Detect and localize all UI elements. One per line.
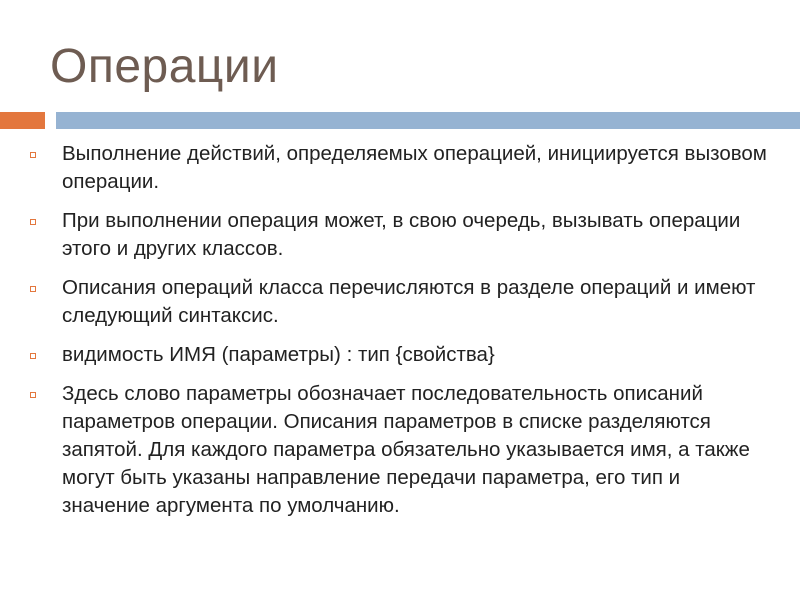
bullet-item bbox=[28, 274, 768, 330]
bullet-text: Выполнение действий, определяемых операцией, инициируется вызовом операции. bbox=[62, 142, 767, 193]
bullet-item bbox=[28, 207, 768, 263]
bullet-text: видимость ИМЯ (параметры) : тип {свойства} bbox=[62, 343, 495, 366]
slide-title: Операции bbox=[50, 40, 279, 93]
square-bullet-icon bbox=[30, 286, 36, 292]
bullet-text: При выполнении операция может, в свою очередь, вызывать операции этого и других классов. bbox=[62, 209, 741, 260]
accent-bar bbox=[0, 112, 45, 129]
bullet-item bbox=[28, 140, 768, 196]
bullet-list bbox=[28, 140, 768, 531]
title-underline-bar bbox=[56, 112, 800, 129]
square-bullet-icon bbox=[30, 152, 36, 158]
square-bullet-icon bbox=[30, 353, 36, 359]
bullet-item bbox=[28, 341, 768, 369]
bullet-item bbox=[28, 380, 768, 520]
bullet-text: Описания операций класса перечисляются в разделе операций и имеют следующий синтаксис. bbox=[62, 276, 756, 327]
square-bullet-icon bbox=[30, 392, 36, 398]
bullet-text: Здесь слово параметры обозначает последовательность описаний параметров операции. Описания параметров в списке разделяются запятой. Для каждого параметра обязательно указывается имя, а также могут быть указаны направление передачи параметра, его тип и значение аргумента по умолчанию. bbox=[62, 382, 750, 517]
square-bullet-icon bbox=[30, 219, 36, 225]
